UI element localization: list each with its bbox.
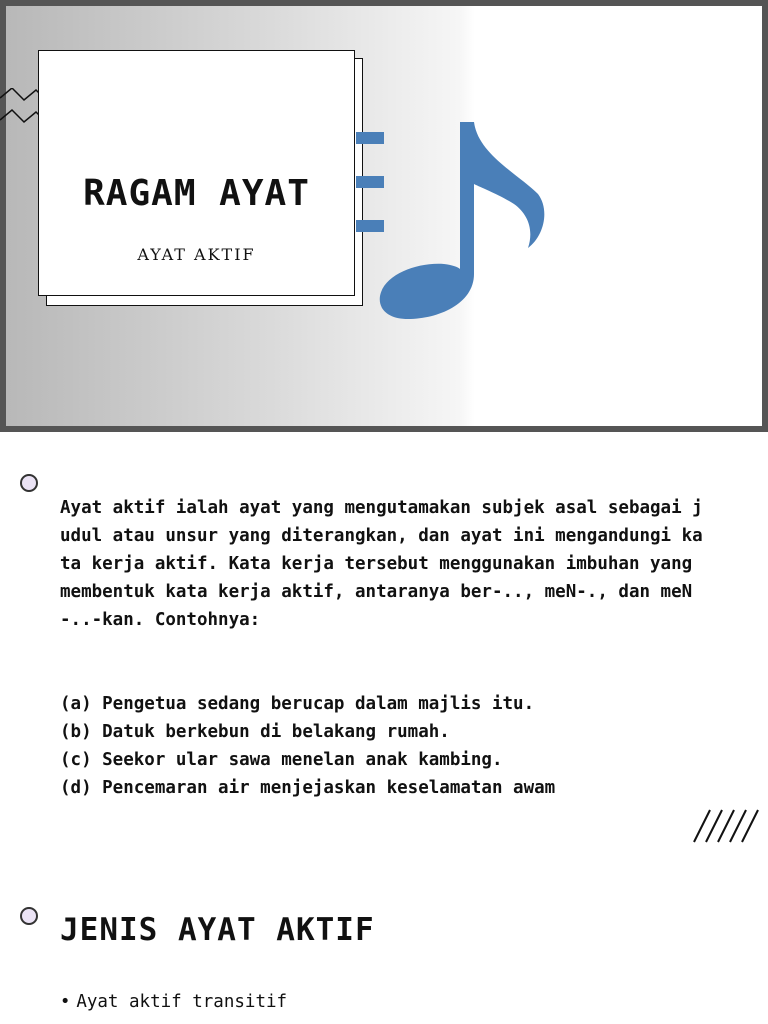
- example-item: (c) Seekor ular sawa menelan anak kambing.: [60, 750, 503, 770]
- slide-title: RAGAM AYAT: [83, 173, 310, 214]
- bullet-circle-icon: [20, 907, 38, 925]
- list-item: [60, 992, 287, 1012]
- example-item: (d) Pencemaran air menjejaskan keselamatan awam: [60, 778, 556, 798]
- bullet-circle-icon: [20, 474, 38, 492]
- example-item: (b) Datuk berkebun di belakang rumah.: [60, 722, 450, 742]
- hatch-lines-icon: [690, 808, 760, 844]
- music-note-icon: [378, 114, 548, 324]
- list-item-label: Ayat aktif transitif: [76, 992, 288, 1012]
- example-item: (a) Pengetua sedang berucap dalam majlis itu.: [60, 694, 535, 714]
- title-slide: [0, 0, 768, 432]
- slide-subtitle: AYAT AKTIF: [137, 245, 256, 264]
- title-card: [38, 50, 355, 296]
- bullet-dot-icon: •: [60, 992, 71, 1012]
- example-list: [60, 690, 740, 802]
- section-heading: JENIS AYAT AKTIF: [60, 912, 375, 948]
- definition-paragraph: Ayat aktif ialah ayat yang mengutamakan subjek asal sebagai judul atau unsur yang diterangkan, dan ayat ini mengandungi kata kerja aktif. Kata kerja tersebut menggunakan imbuhan yang membentuk kata kerja aktif, antaranya ber-.., meN-., dan meN-..-kan. Contohnya:: [60, 498, 703, 630]
